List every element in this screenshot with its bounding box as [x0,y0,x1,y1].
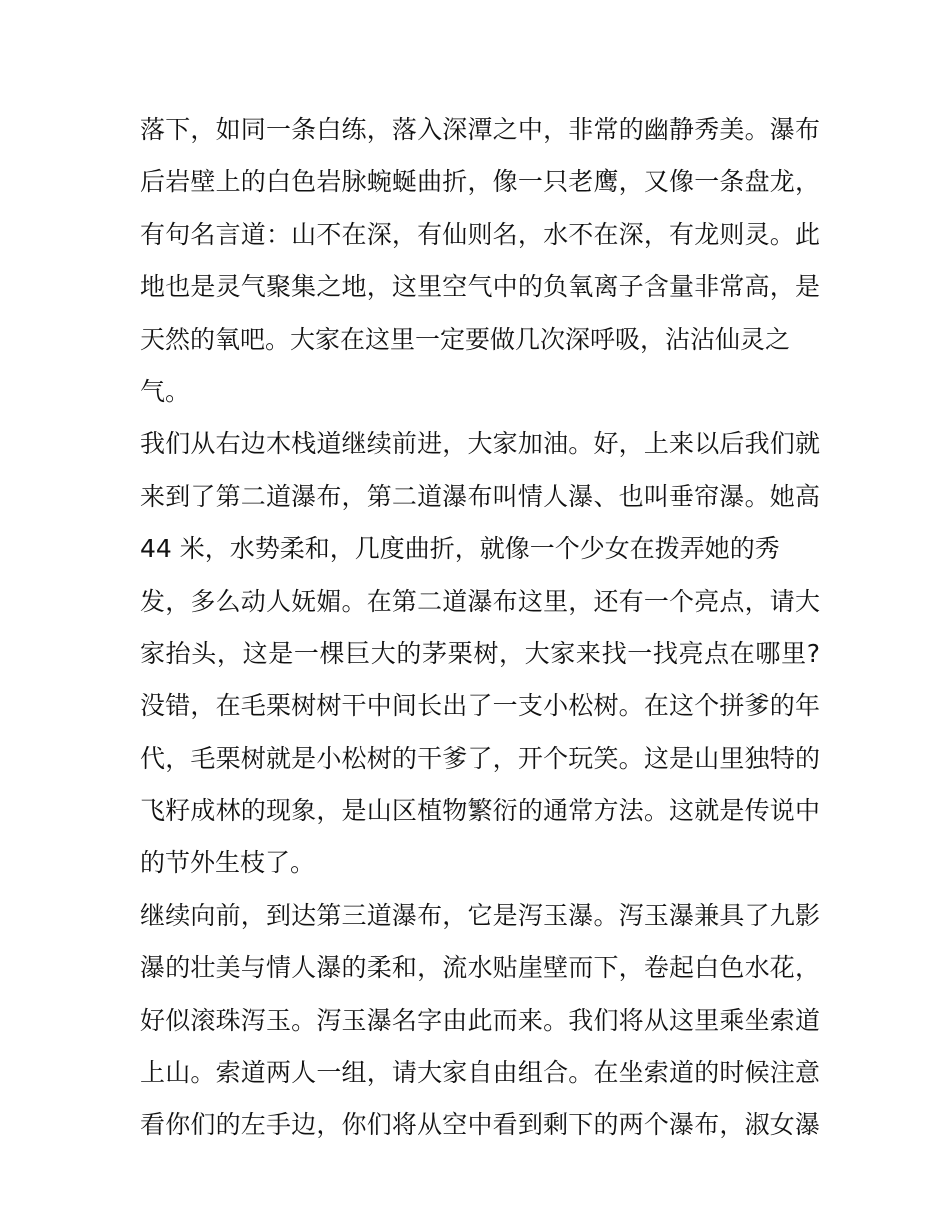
text-line: 天然的氧吧。大家在这里一定要做几次深呼吸，沾沾仙灵之 [140,324,791,354]
text-line: 来到了第二道瀑布，第二道瀑布叫情人瀑、也叫垂帘瀑。她高 [140,481,820,511]
body-text [140,104,820,1152]
text-line: 代，毛栗树就是小松树的干爹了，开个玩笑。这是山里独特的 [140,743,820,773]
text-line: 有句名言道：山不在深，有仙则名，水不在深，有龙则灵。此 [140,219,820,249]
text-line: 的节外生枝了。 [140,848,316,878]
text-line: 继续向前，到达第三道瀑布，它是泻玉瀑。泻玉瀑兼具了九影 [140,900,820,930]
text-line: 44 米，水势柔和，几度曲折，就像一个少女在拨弄她的秀 [140,534,780,564]
text-line: 地也是灵气聚集之地，这里空气中的负氧离子含量非常高，是 [140,272,820,302]
text-line: 气。 [140,376,191,406]
text-line: 好似滚珠泻玉。泻玉瀑名字由此而来。我们将从这里乘坐索道 [140,1005,820,1035]
text-line: 瀑的壮美与情人瀑的柔和，流水贴崖壁而下，卷起白色水花， [140,953,820,983]
text-line: 发，多么动人妩媚。在第二道瀑布这里，还有一个亮点，请大 [140,586,820,616]
text-line: 飞籽成林的现象，是山区植物繁衍的通常方法。这就是传说中 [140,796,820,826]
text-line: 落下，如同一条白练，落入深潭之中，非常的幽静秀美。瀑布 [140,115,820,144]
text-line: 没错，在毛栗树树干中间长出了一支小松树。在这个拼爹的年 [140,691,820,721]
text-line: 我们从右边木栈道继续前进，大家加油。好，上来以后我们就 [140,429,820,459]
text-line: 上山。索道两人一组，请大家自由组合。在坐索道的时候注意 [140,1058,820,1088]
text-line: 看你们的左手边，你们将从空中看到剩下的两个瀑布，淑女瀑 [140,1110,820,1140]
text-line: 后岩壁上的白色岩脉蜿蜒曲折，像一只老鹰，又像一条盘龙， [140,167,820,197]
text-line: 家抬头，这是一棵巨大的茅栗树，大家来找一找亮点在哪里? [140,638,820,668]
